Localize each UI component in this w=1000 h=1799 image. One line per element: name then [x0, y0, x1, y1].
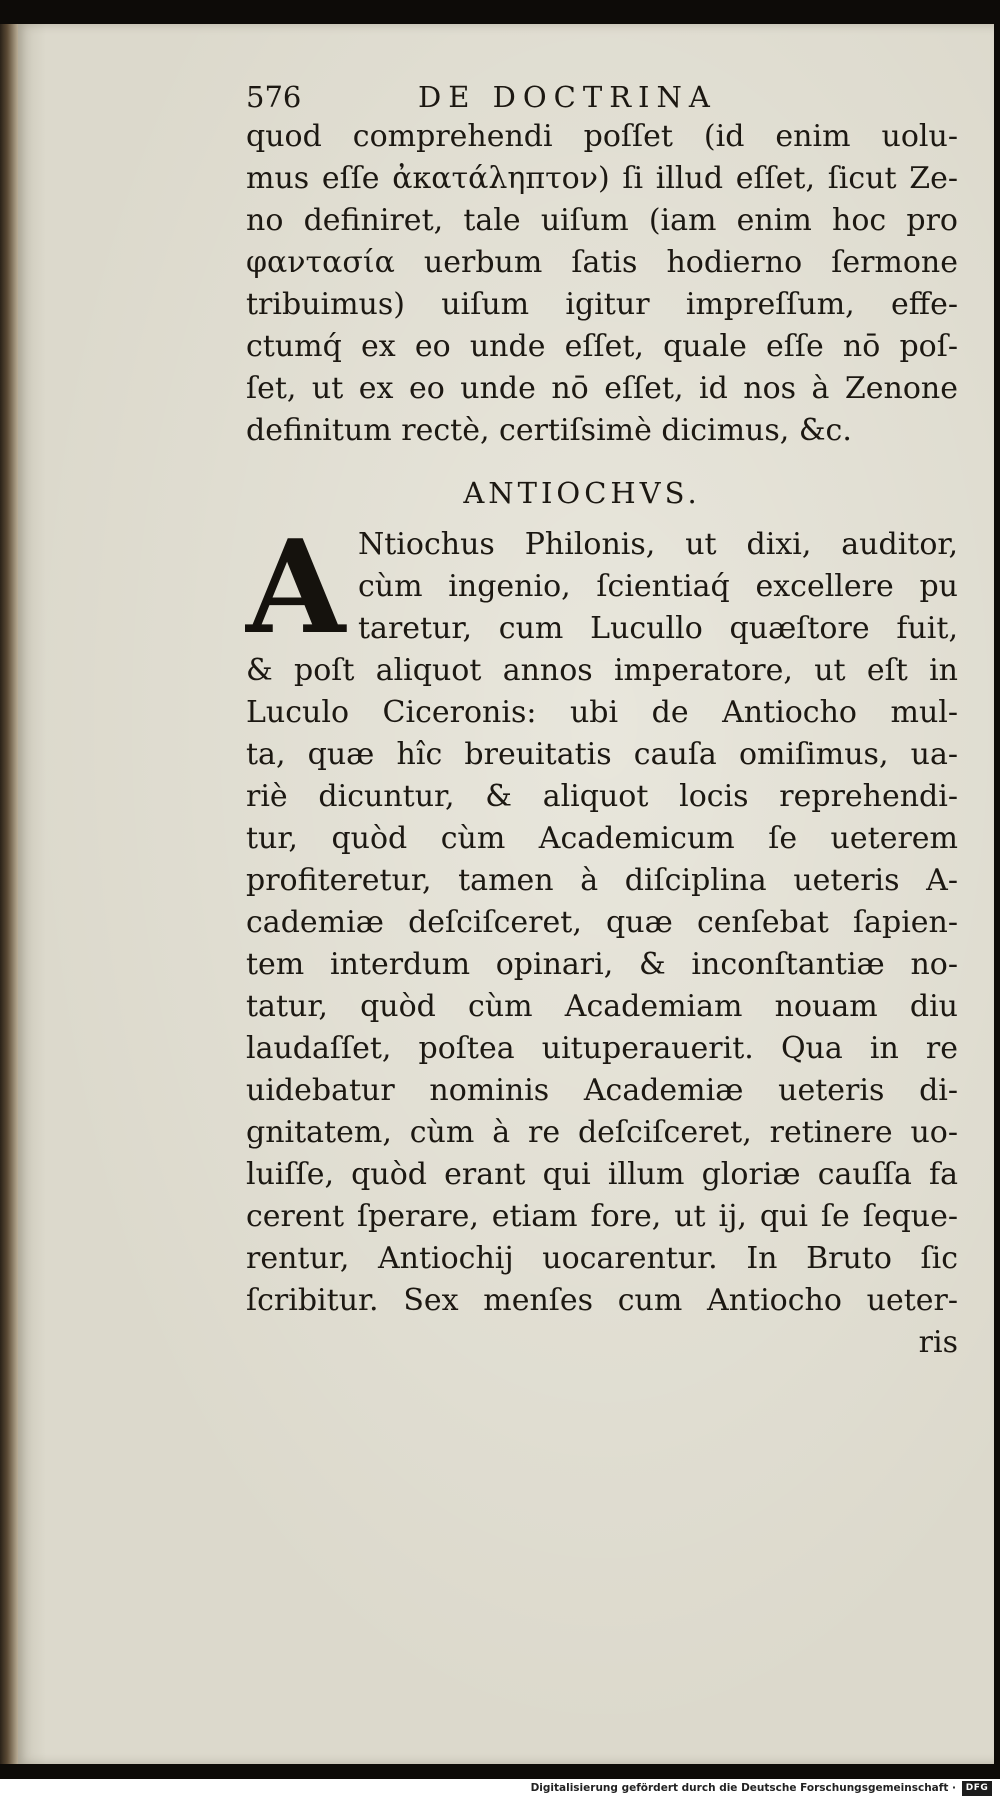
text-line: rentur, Antiochij uocarentur. In Bruto ſic: [246, 1241, 958, 1276]
text-line: laudaſſet, poſtea uituperauerit. Qua in re: [246, 1031, 958, 1066]
page-number: 576: [246, 80, 302, 114]
text-line: taretur, cum Lucullo quæſtore fuit,: [358, 611, 958, 646]
text-line: profiteretur, tamen à diſciplina ueteris A-: [246, 863, 958, 898]
second-passage: [246, 513, 958, 1364]
text-line: & poſt aliquot annos imperatore, ut eſt in: [246, 653, 958, 688]
funding-credit: Digitalisierung gefördert durch die Deutsche Forschungsgemeinschaft ·: [530, 1782, 956, 1794]
text-line: quod comprehendi poſſet (id enim uolu-: [246, 119, 958, 154]
text-line: no definiret, tale uiſum (iam enim hoc pro: [246, 203, 958, 238]
text-line: tur, quòd cùm Academicum ſe ueterem: [246, 821, 958, 856]
section-heading: ANTIOCHVS.: [463, 476, 701, 510]
text-line: ſet, ut ex eo unde nō eſſet, id nos à Zenone: [246, 371, 958, 406]
text-line: Ntiochus Philonis, ut dixi, auditor,: [358, 527, 958, 562]
text-line: luiſſe, quòd erant qui illum gloriæ cauſſa fa: [246, 1157, 958, 1192]
text-line: cùm ingenio, ſcientiaq́ excellere pu: [358, 569, 958, 604]
text-line: mus eſſe ἀκατάληπτον) ſi illud eſſet, ſicut Ze-: [246, 161, 958, 196]
text-line: uidebatur nominis Academiæ ueteris di-: [246, 1073, 958, 1108]
text-line: cerent ſperare, etiam fore, ut ij, qui ſe ſeque-: [246, 1199, 958, 1234]
text-block: [246, 70, 958, 1364]
text-line: riè dicuntur, & aliquot locis reprehendi-: [246, 779, 958, 814]
first-passage: [246, 116, 958, 452]
bottom-border: [0, 1764, 1000, 1779]
catchword: ris: [918, 1325, 958, 1360]
text-line: Luculo Ciceronis: ubi de Antiocho mul-: [246, 695, 958, 730]
text-line: ta, quæ hîc breuitatis cauſa omiſimus, ua-: [246, 737, 958, 772]
text-line: tem interdum opinari, & inconſtantiæ no-: [246, 947, 958, 982]
drop-initial-block: [246, 513, 958, 663]
text-line: gnitatem, cùm à re deſciſceret, retinere uo-: [246, 1115, 958, 1150]
book-gutter: [0, 24, 18, 1764]
text-line: tatur, quòd cùm Academiam nouam diu: [246, 989, 958, 1024]
running-head: [246, 70, 958, 116]
text-line: tribuimus) uiſum igitur impreſſum, effe-: [246, 287, 958, 322]
text-line: cademiæ deſciſceret, quæ cenſebat ſapien-: [246, 905, 958, 940]
text-line: ſcribitur. Sex menſes cum Antiocho ueter-: [246, 1283, 958, 1318]
dfg-logo: DFG: [962, 1781, 992, 1796]
text-line: φαντασία uerbum ſatis hodierno ſermone: [246, 245, 958, 280]
right-border: [994, 0, 1000, 1799]
running-head-title: DE DOCTRINA: [418, 80, 717, 114]
drop-initial: A: [246, 513, 346, 663]
text-line: definitum rectè, certiſsimè dicimus, &c.: [246, 413, 852, 448]
text-line: ctumq́ ex eo unde eſſet, quale eſſe nō poſ-: [246, 329, 958, 364]
